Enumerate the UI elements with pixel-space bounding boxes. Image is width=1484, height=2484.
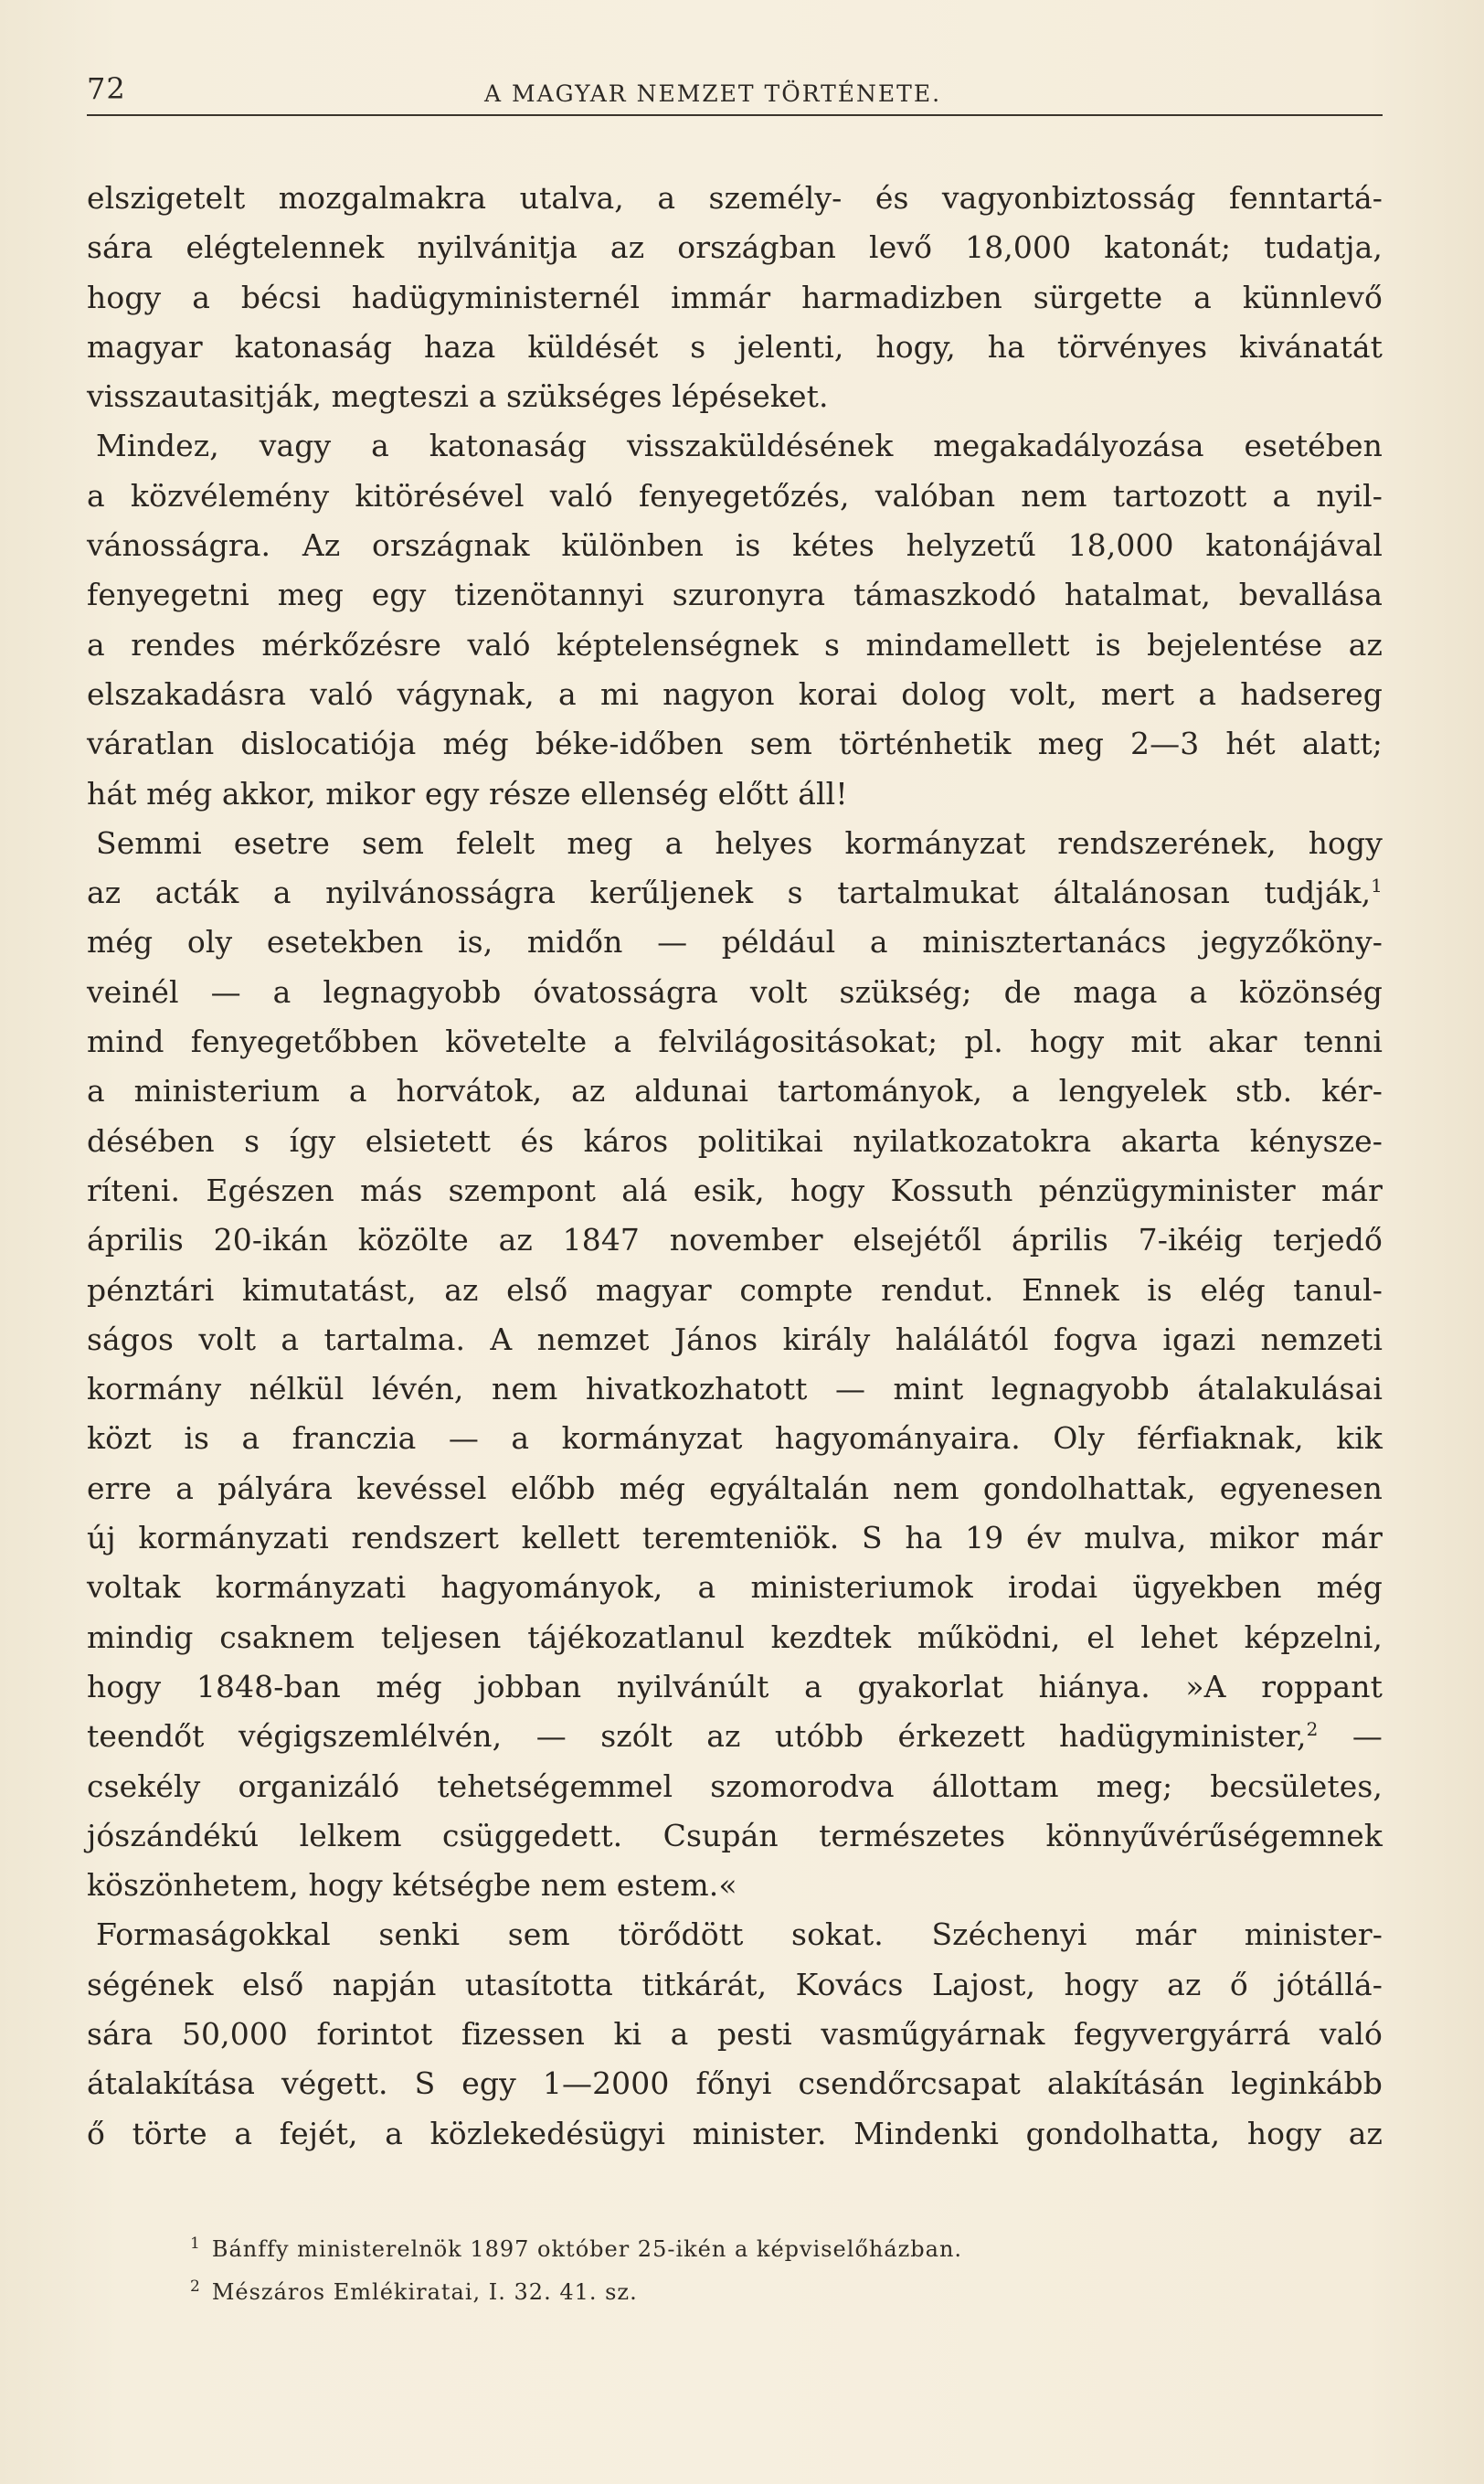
- running-title: A MAGYAR NEMZET TÖRTÉNETE.: [484, 80, 942, 107]
- body-text: [87, 174, 1383, 2159]
- footnotes: [190, 2225, 1287, 2311]
- footnote-mark: 1: [190, 2235, 201, 2253]
- text-line: váratlan dislocatiója még béke-időben sem történhetik meg 2—3 hét alatt;: [87, 726, 1383, 762]
- text-line: a rendes mérkőzésre való képtelenségnek s mindamellett is bejelentése az: [87, 626, 1383, 663]
- text-line: ő törte a fejét, a közlekedésügyi minister. Mindenki gondolhatta, hogy az: [87, 2115, 1383, 2151]
- text-line: elszigetelt mozgalmakra utalva, a személy- és vagyonbiztosság fenntartá-: [87, 180, 1383, 216]
- text-line: voltak kormányzati hagyományok, a ministeriumok irodai ügyekben még: [87, 1569, 1383, 1606]
- text-line: a közvélemény kitörésével való fenyegetőzés, valóban nem tartozott a nyil-: [87, 477, 1383, 514]
- text-line-with-ref: [87, 1712, 1383, 1761]
- running-head: [87, 71, 1384, 117]
- footnote: [190, 2225, 1287, 2268]
- text-line: erre a pályára kevéssel előbb még egyáltalán nem gondolhattak, egyenesen: [87, 1470, 1383, 1506]
- text-line: désében s így elsietett és káros politikai nyilatkozatokra akarta kénysze-: [87, 1122, 1383, 1159]
- text-line: hát még akkor, mikor egy része ellenség előtt áll!: [87, 775, 848, 812]
- paragraph-start: Semmi esetre sem felelt meg a helyes kormányzat rendszerének, hogy: [96, 824, 1383, 861]
- text-line: visszautasitják, megteszi a szükséges lépéseket.: [87, 378, 829, 415]
- text-line: mind fenyegetőbben követelte a felvilágositásokat; pl. hogy mit akar tenni: [87, 1024, 1383, 1060]
- text-line: magyar katonaság haza küldését s jelenti, hogy, ha törvényes kivánatát: [87, 328, 1383, 365]
- text-line: közt is a franczia — a kormányzat hagyományaira. Oly férfiaknak, kik: [87, 1420, 1383, 1457]
- text-line: kormány nélkül lévén, nem hivatkozhatott — mint legnagyobb átalakulásai: [87, 1371, 1383, 1407]
- text-line: még oly esetekben is, midőn — például a minisztertanács jegyzőköny-: [87, 924, 1383, 961]
- page-number: 72: [87, 71, 126, 106]
- text-line: elszakadásra való vágynak, a mi nagyon korai dolog volt, mert a hadsereg: [87, 675, 1383, 712]
- text-line: mindig csaknem teljesen tájékozatlanul kezdtek működni, el lehet képzelni,: [87, 1619, 1383, 1655]
- text-line: ríteni. Egészen más szempont alá esik, hogy Kossuth pénzügyminister már: [87, 1172, 1383, 1208]
- text-line: sára elégtelennek nyilvánitja az országban levő 18,000 katonát; tudatja,: [87, 229, 1383, 266]
- paragraph-start: Mindez, vagy a katonaság visszaküldésének megakadályozása esetében: [96, 428, 1383, 464]
- text-line: pénztári kimutatást, az első magyar compte rendut. Ennek is elég tanul-: [87, 1271, 1383, 1308]
- text-segment: —: [1318, 1718, 1383, 1755]
- text-line: sára 50,000 forintot fizessen ki a pesti vasműgyárnak fegyvergyárrá való: [87, 2015, 1383, 2052]
- text-line: átalakítása végett. S egy 1—2000 főnyi csendőrcsapat alakításán leginkább: [87, 2065, 1383, 2102]
- header-rule: [87, 114, 1383, 116]
- text-line: ségének első napján utasította titkárát, Kovács Lajost, hogy az ő jótállá-: [87, 1966, 1383, 2002]
- text-line: jószándékú lelkem csüggedett. Csupán természetes könnyűvérűségemnek: [87, 1817, 1383, 1853]
- text-line: a ministerium a horvátok, az aldunai tartományok, a lengyelek stb. kér-: [87, 1073, 1383, 1109]
- footnote-ref: 1: [1371, 875, 1383, 897]
- footnote-mark: 2: [190, 2277, 201, 2296]
- text-line-with-ref: [87, 868, 1383, 918]
- text-line: vánosságra. Az országnak különben is kétes helyzetű 18,000 katonájával: [87, 527, 1383, 564]
- text-line: veinél — a legnagyobb óvatosságra volt szükség; de maga a közönség: [87, 973, 1383, 1010]
- text-line: hogy 1848-ban még jobban nyilvánúlt a gyakorlat hiánya. »A roppant: [87, 1668, 1383, 1704]
- footnote-text: Mészáros Emlékiratai, I. 32. 41. sz.: [211, 2279, 638, 2305]
- text-line: április 20-ikán közölte az 1847 november elsejétől április 7-ikéig terjedő: [87, 1222, 1383, 1258]
- text-line: ságos volt a tartalma. A nemzet János király halálától fogva igazi nemzeti: [87, 1321, 1383, 1357]
- footnote: [190, 2268, 1287, 2311]
- footnote-text: Bánffy ministerelnök 1897 október 25-ikén a képviselőházban.: [211, 2236, 963, 2262]
- text-segment: teendőt végigszemlélvén, — szólt az utóbb érkezett hadügyminister,: [87, 1718, 1307, 1755]
- text-line: köszönhetem, hogy kétségbe nem estem.«: [87, 1867, 737, 1904]
- footnote-ref: 2: [1306, 1718, 1319, 1741]
- text-line: fenyegetni meg egy tizenötannyi szuronyra támaszkodó hatalmat, bevallása: [87, 577, 1383, 613]
- paragraph-start: Formaságokkal senki sem törődött sokat. Széchenyi már minister-: [96, 1916, 1383, 1953]
- text-segment: az acták a nyilvánosságra kerűljenek s tartalmukat általánosan tudják,: [87, 875, 1372, 911]
- text-line: csekély organizáló tehetségemmel szomorodva állottam meg; becsületes,: [87, 1767, 1383, 1804]
- text-line: hogy a bécsi hadügyministernél immár harmadizben sürgette a künnlevő: [87, 279, 1383, 315]
- text-line: új kormányzati rendszert kellett teremteniök. S ha 19 év mulva, mikor már: [87, 1520, 1383, 1556]
